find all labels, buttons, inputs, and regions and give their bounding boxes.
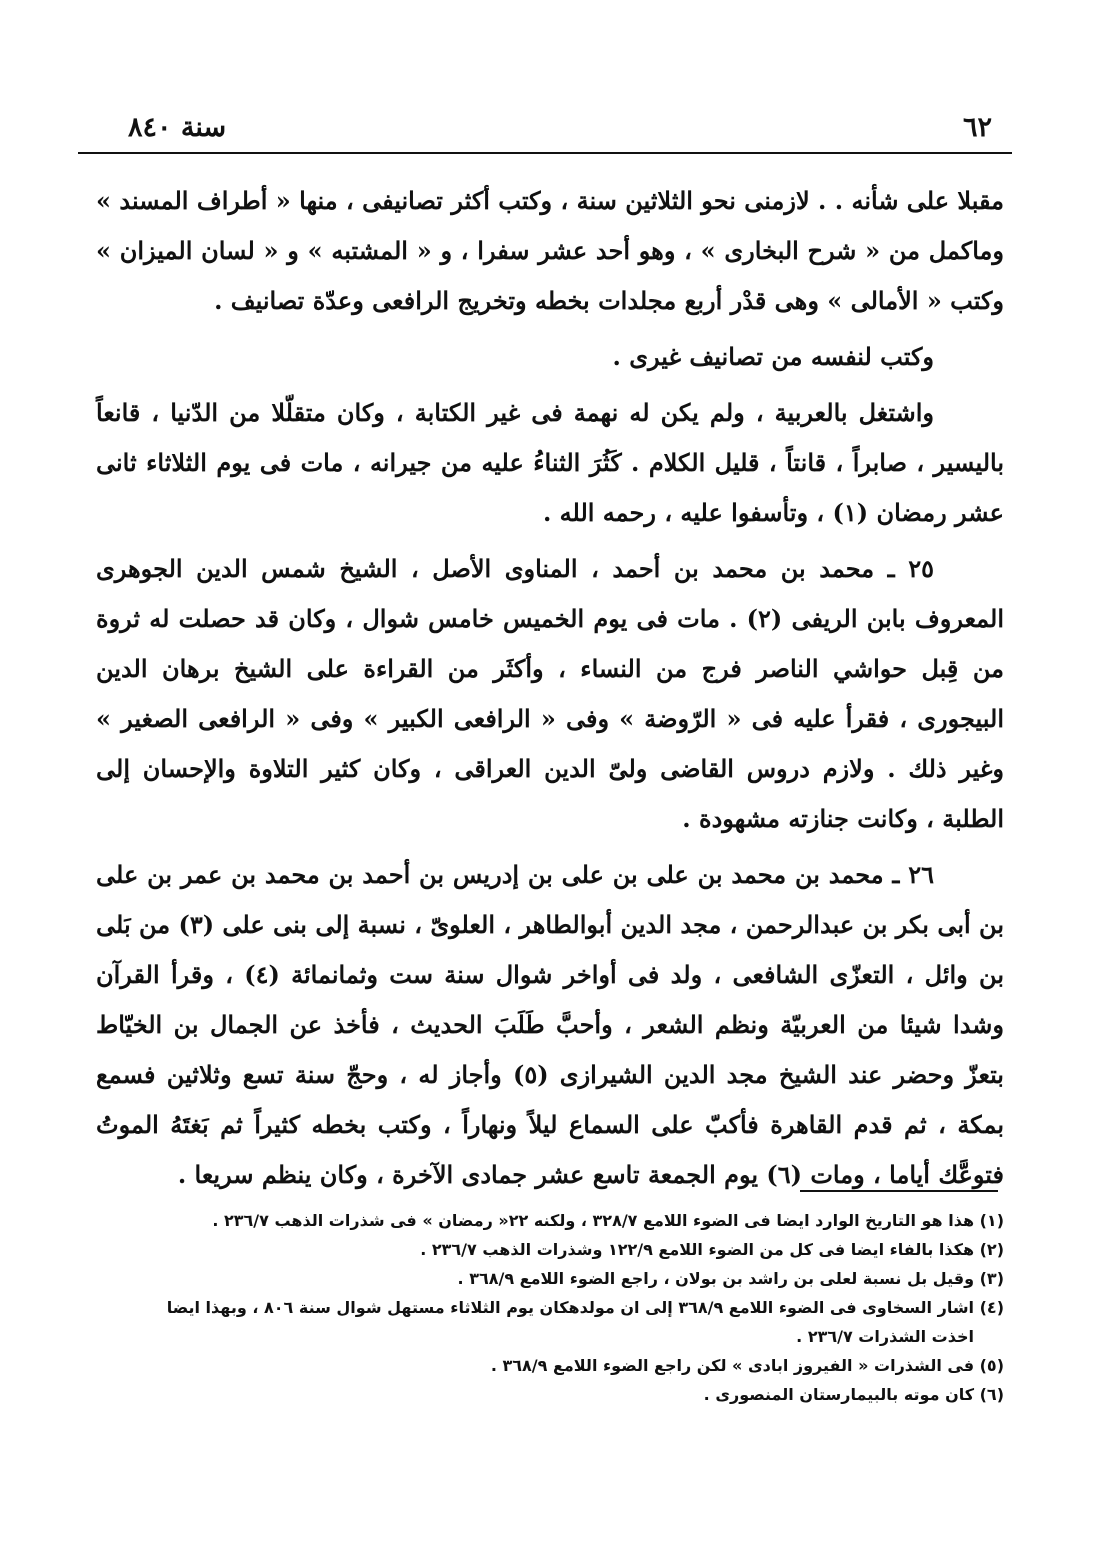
main-text xyxy=(96,176,1004,1200)
footnote: (٣) وقيل بل نسبة لعلى بن راشد بن بولان ، راجع الضوء اللامع ٣٦٨/٩ . xyxy=(457,1269,1004,1288)
header-divider xyxy=(78,152,1012,154)
biography-entry-26: ٢٦ ـ محمد بن محمد بن على بن على بن إدريس بن أحمد بن محمد بن عمر بن على بن أبى بكر بن عبدالرحمن ، مجد الدين أبوالطاهر ، العلوىّ ، نسبة إلى بنى على (٣) من بَلى بن وائل ، التعزّى الشافعى ، ولد فى أواخر شوال سنة ست وثمانمائة (٤) ، وقرأ القرآن وشدا شيئا من العربيّة ونظم الشعر ، وأحبَّ طَلَبَ الحديث ، فأخذ عن الجمال بن الخيّاط بتعزّ وحضر عند الشيخ مجد الدين الشيرازى (٥) وأجاز له ، وحجّ سنة تسع وثلاثين فسمع بمكة ، ثم قدم القاهرة فأكبّ على السماع ليلاً ونهاراً ، وكتب بخطه كثيراً ثم بَغتَهُ الموتُ فتوعَّك أياما ، ومات (٦) يوم الجمعة تاسع عشر جمادى الآخرة ، وكان ينظم سريعا . xyxy=(96,860,1004,1189)
footnote: (٥) فى الشذرات « الفيروز ابادى » لكن راجع الضوء اللامع ٣٦٨/٩ . xyxy=(490,1356,1004,1375)
footnote: (٢) هكذا بالفاء ايضا فى كل من الضوء اللامع ١٢٢/٩ وشذرات الذهب ٢٣٦/٧ . xyxy=(420,1240,1004,1259)
footnote: (١) هذا هو التاريخ الوارد ايضا فى الضوء اللامع ٣٢٨/٧ ، ولكنه ٢٢« رمضان » فى شذرات الذهب ٢٣٦/٧ . xyxy=(212,1211,1004,1230)
footnote: (٦) كان موته بالبيمارستان المنصورى . xyxy=(703,1385,1004,1404)
paragraph: مقبلا على شأنه . . لازمنى نحو الثلاثين سنة ، وكتب أكثر تصانيفى ، منها « أطراف المسند » وماكمل من « شرح البخارى » ، وهو أحد عشر سفرا ، و « المشتبه » و « لسان الميزان » وكتب « الأمالى » وهى قدْر أربع مجلدات بخطه وتخريج الرافعى وعدّة تصانيف . xyxy=(96,186,1004,315)
paragraph: وكتب لنفسه من تصانيف غيرى . xyxy=(612,342,934,371)
footnote-divider xyxy=(800,1190,998,1192)
biography-entry-25: ٢٥ ـ محمد بن محمد بن أحمد ، المناوى الأصل ، الشيخ شمس الدين الجوهرى المعروف بابن الريفى (٢) . مات فى يوم الخميس خامس شوال ، وكان قد حصلت له ثروة من قِبل حواشي الناصر فرج من النساء ، وأكثَر من القراءة على الشيخ برهان الدين البيجورى ، فقرأ عليه فى « الرّوضة » وفى « الرافعى الكبير » وفى « الرافعى الصغير » وغير ذلك . ولازم دروس القاضى ولىّ الدين العراقى ، وكان كثير التلاوة والإحسان إلى الطلبة ، وكانت جنازته مشهودة . xyxy=(96,554,1005,833)
running-header xyxy=(80,112,1010,152)
footnotes xyxy=(120,1206,1004,1409)
footnote: (٤) اشار السخاوى فى الضوء اللامع ٣٦٨/٩ إلى ان مولدهكان يوم الثلاثاء مستهل شوال سنة ٨٠٦ ، وبهذا ايضا اخذت الشذرات ٢٣٦/٧ . xyxy=(166,1298,1004,1346)
page-number: ٦٢ xyxy=(962,112,992,143)
running-title: سنة ٨٤٠ xyxy=(128,112,227,143)
paragraph: واشتغل بالعربية ، ولم يكن له نهمة فى غير الكتابة ، وكان متقلّلا من الدّنيا ، قانعاً باليسير ، صابراً ، قانتاً ، قليل الكلام . كَثُرَ الثناءُ عليه من جيرانه ، مات فى يوم الثلاثاء ثانى عشر رمضان (١) ، وتأسفوا عليه ، رحمه الله . xyxy=(96,398,1004,527)
